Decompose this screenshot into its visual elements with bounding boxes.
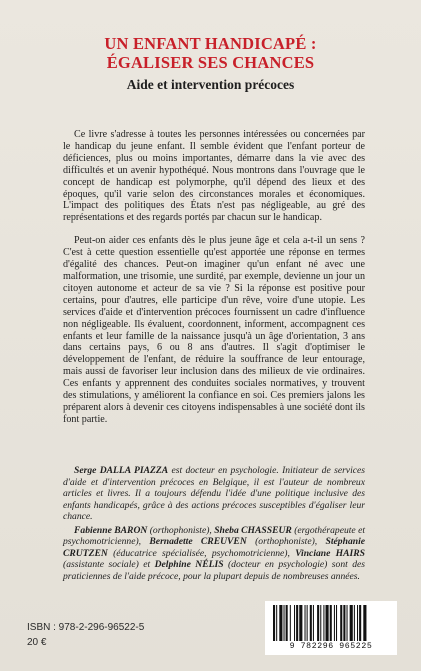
contributor-role: (orthophoniste), (147, 524, 215, 536)
barcode-bars-graphic (271, 605, 391, 641)
contributor-name: Delphine NÉLIS (154, 559, 224, 570)
contributor-role: (éducatrice spécialisée, psychomotricienne), (107, 547, 296, 559)
blurb-paragraph-1: Ce livre s'adresse à toutes les personnes intéressées ou concernées par le handicap du jeune enfant. Il semble évident que l'enfant porteur de déficiences, plus ou moins importantes, démarre dans la vie avec des difficultés et un avenir hypothéqué. Nous montrons dans l'ouvrage que le concept de handicap est polymorphe, qu'il dépend des lieux et des époques, qu'il varie selon des circonstances morales et économiques. L'impact des politiques des États n'est pas négligeable, au gré des représentations et des regards portés par chacun sur le handicap. (63, 129, 365, 224)
footer-info (27, 622, 144, 649)
contributor-role: (orthophoniste), (246, 536, 326, 547)
contributor-role: (docteur en psychologie) sont des praticiennes de l'aide précoce, pour la plupart depuis de nombreuses années. (63, 559, 365, 582)
blurb (63, 129, 365, 426)
author-paragraph (63, 465, 365, 523)
contributor-name: Vinciane HAIRS (295, 547, 365, 559)
author-bio (63, 465, 365, 582)
book-title (0, 34, 421, 72)
contributor-role: (assistante sociale) et (63, 559, 155, 570)
title-line-1: UN ENFANT HANDICAPÉ : (104, 34, 317, 53)
barcode-number: 9 782296 965225 (289, 642, 373, 651)
contributor-name: Fabienne BARON (74, 524, 148, 536)
author-description: est docteur en psychologie. Initiateur de services d'aide et d'intervention précoces en Belgique, il est l'auteur de nombreux articles et livres. Il a toujours défendu l'idée d'une politique inclusive des enfants handicapés, grâce à des actions précoces susceptibles d'égaliser leur chance. (63, 465, 365, 522)
isbn-text: ISBN : 978-2-296-96522-5 (27, 622, 145, 633)
author-name: Serge DALLA PIAZZA (74, 465, 169, 476)
title-block (0, 34, 421, 93)
title-line-2: ÉGALISER SES CHANCES (106, 53, 315, 72)
contributor-name: Sheba CHASSEUR (214, 524, 292, 536)
blurb-paragraph-2: Peut-on aider ces enfants dès le plus jeune âge et cela a-t-il un sens ? C'est à cette question essentielle qu'est apportée une réponse en termes d'égalité des chances. Peut-on imaginer qu'un enfant né avec une malformation, une trisomie, une surdité, par exemple, devienne un jour un citoyen autonome et acteur de sa vie ? Si la réponse est positive pour certains, pour d'autres, elle participe d'un rêve, voire d'une utopie. Les services d'aide et d'intervention précoces fournissent un cadre d'influence non négligeable. Ils évaluent, coordonnent, informent, accompagnent ces enfants et leur famille de la naissance jusqu'à un âge d'orientation, 3 ans dans certains pays, 6 ou 8 ans d'autres. Il s'agit d'optimiser le développement de l'enfant, de réduire la souffrance de leur entourage, mais aussi de favoriser leur inclusion dans des milieux de vie ordinaires. Ces enfants y apprennent des conduites sociales normatives, y trouvent des stimulations, y améliorent la confiance en soi. Ces premiers jalons les préparent alors à devenir ces citoyens indispensables à une société dont ils font partie. (63, 235, 365, 425)
book-subtitle: Aide et intervention précoces (126, 77, 295, 92)
barcode (265, 601, 397, 655)
contributor-name: Stéphanie CRUTZEN (63, 536, 365, 559)
contributor-name: Bernadette CREUVEN (149, 536, 247, 547)
contributor-role: (ergothérapeute et psychomotricienne), (63, 524, 365, 547)
price-text: 20 € (27, 637, 47, 648)
contributors-paragraph (63, 525, 365, 583)
